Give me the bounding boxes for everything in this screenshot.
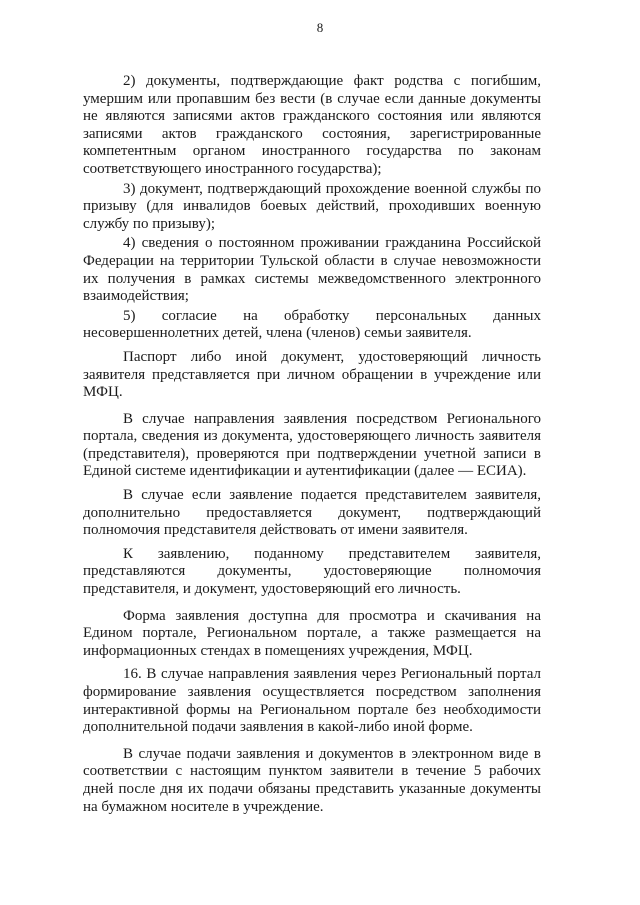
paragraph-representative-authority: В случае если заявление подается представителем заявителя, дополнительно предоставляется документ, подтверждающий полномочия представителя действовать от имени заявителя. <box>83 487 541 539</box>
page-number: 8 <box>316 20 324 35</box>
paragraph-regional-portal-identity: В случае направления заявления посредством Регионального портала, сведения из документа, удостоверяющего личность заявителя (представителя), проверяются при подтверждении учетной записи в Единой системе идентификации и аутентификации (далее — ЕСИА). <box>83 410 541 480</box>
paragraph-item-3-military-service: 3) документ, подтверждающий прохождение военной службы по призыву (для инвалидов боевых действий, проходивших военную службу по призыву); <box>83 180 541 232</box>
paragraph-passport: Паспорт либо иной документ, удостоверяющий личность заявителя представляется при личном обращении в учреждение или МФЦ. <box>83 348 541 401</box>
paragraph-item-16-interactive-form: 16. В случае направления заявления через Региональный портал формирование заявления осуществляется посредством заполнения интерактивной формы на Региональном портале без необходимости дополнительной подачи заявления в какой-либо иной форме. <box>83 666 541 736</box>
paragraph-item-2-kinship-documents: 2) документы, подтверждающие факт родства с погибшим, умершим или пропавшим без вести (в случае если данные документы не являются записями актов гражданского состояния или являются записями актов гражданского состояния, зарегистрированные компетентным органом иностранного государства по законам соответствующего иностранного государства); <box>83 73 541 177</box>
paragraph-item-5-data-consent: 5) согласие на обработку персональных данных несовершеннолетних детей, члена (членов) семьи заявителя. <box>83 307 541 342</box>
paragraph-electronic-submission: В случае подачи заявления и документов в электронном виде в соответствии с настоящим пунктом заявители в течение 5 рабочих дней после дня их подачи обязаны представить указанные документы на бумажном носителе в учреждение. <box>83 745 541 815</box>
paragraph-form-availability: Форма заявления доступна для просмотра и скачивания на Едином портале, Региональном портале, а также размещается на информационных стендах в помещениях учреждения, МФЦ. <box>83 607 541 659</box>
document-body <box>83 73 541 816</box>
paragraph-item-4-residence-info: 4) сведения о постоянном проживании гражданина Российской Федерации на территории Тульской области в случае невозможности их получения в рамках системы межведомственного электронного взаимодействия; <box>83 235 541 305</box>
paragraph-representative-documents: К заявлению, поданному представителем заявителя, представляются документы, удостоверяющие полномочия представителя, и документ, удостоверяющий его личность. <box>83 545 541 598</box>
